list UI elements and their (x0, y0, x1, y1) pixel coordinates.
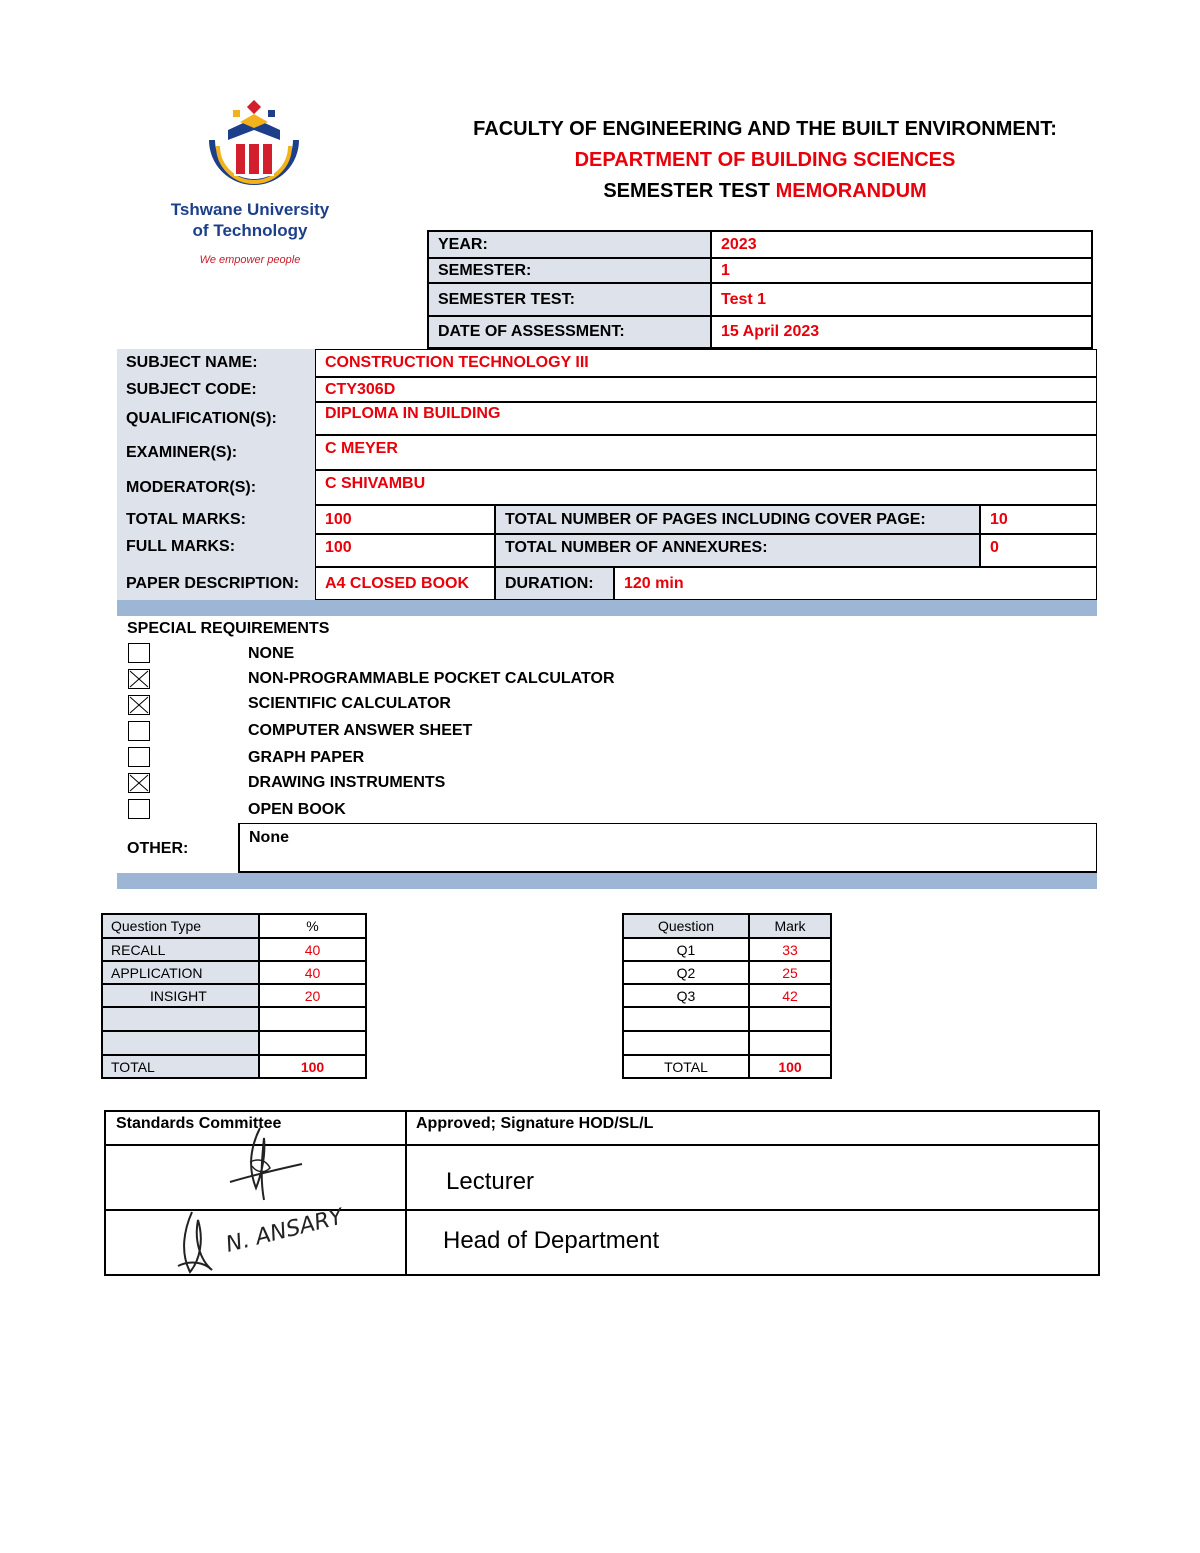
requirement-checkbox-computer-answer-sheet[interactable] (128, 721, 150, 741)
mark-cell: 33 (749, 938, 831, 961)
empty-cell (102, 1031, 259, 1055)
subject-code-label: SUBJECT CODE: (126, 380, 257, 398)
question-mark-total-label: TOTAL (623, 1055, 749, 1078)
percent-cell: 40 (259, 961, 366, 984)
approval-header: Approved; Signature HOD/SL/L (416, 1115, 654, 1132)
mark-cell: 42 (749, 984, 831, 1007)
subject-name-value: CONSTRUCTION TECHNOLOGY III (315, 349, 1097, 377)
question-cell: Q1 (623, 938, 749, 961)
full-marks-label: FULL MARKS: (126, 538, 236, 555)
semester-test-value: Test 1 (711, 283, 1092, 316)
question-type-total-value: 100 (259, 1055, 366, 1078)
requirement-label-computer-answer-sheet: COMPUTER ANSWER SHEET (248, 722, 473, 739)
section-divider (117, 600, 1097, 616)
empty-cell (749, 1007, 831, 1031)
subject-name-label: SUBJECT NAME: (126, 354, 258, 371)
requirement-checkbox-drawing-instruments[interactable] (128, 773, 150, 793)
requirement-label-none: NONE (248, 645, 295, 662)
other-label: OTHER: (127, 840, 189, 857)
question-type-header: Question Type (102, 914, 259, 938)
percent-header: % (259, 914, 366, 938)
duration-value: 120 min (614, 567, 1097, 600)
date-value: 15 April 2023 (711, 316, 1092, 348)
requirement-label-graph-paper: GRAPH PAPER (248, 749, 365, 766)
university-emblem-icon (198, 100, 310, 196)
percent-cell: 40 (259, 938, 366, 961)
empty-cell (749, 1031, 831, 1055)
qualification-label: QUALIFICATION(S): (126, 409, 277, 427)
semester-value: 1 (711, 258, 1092, 283)
moderator-value: C SHIVAMBU (315, 470, 1097, 505)
empty-cell (259, 1007, 366, 1031)
checkbox-cross-icon (129, 774, 149, 792)
empty-cell (623, 1007, 749, 1031)
examiner-value: C MEYER (315, 435, 1097, 470)
special-requirements-title: SPECIAL REQUIREMENTS (127, 620, 330, 637)
test-title (420, 180, 1110, 203)
question-cell: Q3 (623, 984, 749, 1007)
requirement-checkbox-none[interactable] (128, 643, 150, 663)
qualification-value: DIPLOMA IN BUILDING (315, 402, 1097, 435)
question-cell: Q2 (623, 961, 749, 984)
full-marks-value: 100 (315, 534, 495, 567)
hod-signature-text: N. ANSARY (223, 1204, 346, 1258)
requirement-label-pocket-calculator: NON-PROGRAMMABLE POCKET CALCULATOR (248, 670, 615, 687)
subject-code-value: CTY306D (315, 377, 1097, 402)
standards-committee-header: Standards Committee (116, 1115, 282, 1132)
duration-label: DURATION: (495, 567, 614, 600)
year-value: 2023 (711, 231, 1092, 258)
percent-cell: 20 (259, 984, 366, 1007)
requirement-label-drawing-instruments: DRAWING INSTRUMENTS (248, 774, 446, 791)
question-type-cell: INSIGHT (102, 984, 259, 1007)
requirement-checkbox-open-book[interactable] (128, 799, 150, 819)
requirement-label-open-book: OPEN BOOK (248, 801, 346, 818)
moderator-label: MODERATOR(S): (126, 478, 257, 496)
requirement-checkbox-graph-paper[interactable] (128, 747, 150, 767)
total-pages-label: TOTAL NUMBER OF PAGES INCLUDING COVER PAGE: (495, 505, 980, 534)
empty-cell (102, 1007, 259, 1031)
requirement-label-scientific-calculator: SCIENTIFIC CALCULATOR (248, 695, 451, 712)
question-type-total-label: TOTAL (102, 1055, 259, 1078)
hod-signature (170, 1200, 350, 1280)
total-marks-label: TOTAL MARKS: (126, 510, 246, 528)
lecturer-signature (220, 1118, 310, 1210)
checkbox-cross-icon (129, 670, 149, 688)
requirement-checkbox-pocket-calculator[interactable] (128, 669, 150, 689)
faculty-title: FACULTY OF ENGINEERING AND THE BUILT ENVIRONMENT: (473, 118, 1057, 140)
test-title-prefix: SEMESTER TEST (603, 180, 771, 202)
question-mark-total-value: 100 (749, 1055, 831, 1078)
empty-cell (623, 1031, 749, 1055)
annexures-label: TOTAL NUMBER OF ANNEXURES: (495, 534, 980, 567)
semester-test-label: SEMESTER TEST: (428, 283, 711, 316)
paper-description-label: PAPER DESCRIPTION: (126, 574, 300, 592)
question-type-cell: APPLICATION (102, 961, 259, 984)
date-label: DATE OF ASSESSMENT: (428, 316, 711, 348)
total-marks-value: 100 (315, 505, 495, 534)
other-value: None (249, 829, 289, 846)
test-title-suffix: MEMORANDUM (775, 180, 927, 202)
empty-cell (259, 1031, 366, 1055)
examiner-label: EXAMINER(S): (126, 443, 238, 461)
checkbox-cross-icon (129, 696, 149, 714)
department-title: DEPARTMENT OF BUILDING SCIENCES (574, 149, 956, 171)
paper-description-value: A4 CLOSED BOOK (315, 567, 495, 600)
logo-name-line2: of Technology (192, 221, 308, 240)
annexures-value: 0 (980, 534, 1097, 567)
semester-label: SEMESTER: (428, 258, 711, 283)
other-field[interactable] (238, 823, 1097, 873)
logo-name-line1: Tshwane University (170, 200, 330, 219)
total-pages-value: 10 (980, 505, 1097, 534)
question-type-cell: RECALL (102, 938, 259, 961)
mark-cell: 25 (749, 961, 831, 984)
requirement-checkbox-scientific-calculator[interactable] (128, 695, 150, 715)
question-header: Question (623, 914, 749, 938)
year-label: YEAR: (428, 231, 711, 258)
section-divider-2 (117, 873, 1097, 889)
logo-tagline: We empower people (199, 254, 301, 266)
mark-header: Mark (749, 914, 831, 938)
lecturer-label: Lecturer (446, 1168, 535, 1195)
head-of-department-label: Head of Department (443, 1227, 660, 1254)
